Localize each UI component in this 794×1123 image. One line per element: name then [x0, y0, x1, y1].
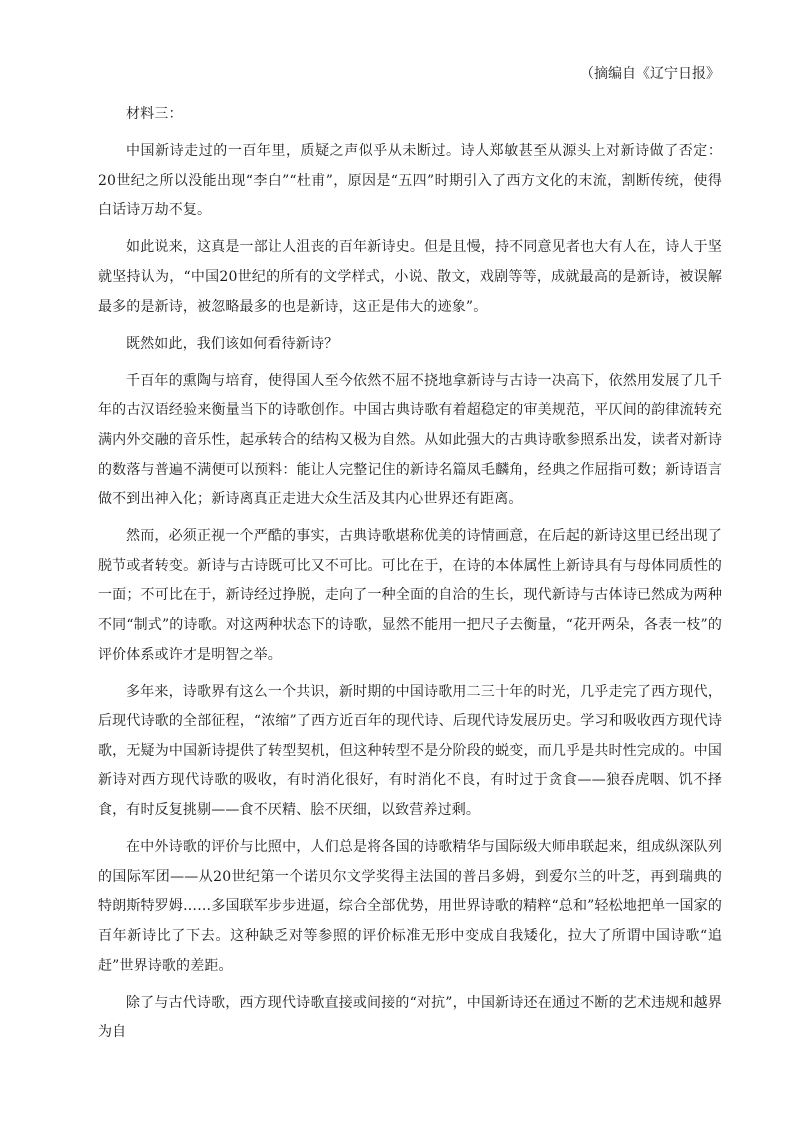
- source-citation: （摘编自《辽宁日报》: [580, 66, 720, 82]
- paragraph: 在中外诗歌的评价与比照中，人们总是将各国的诗歌精华与国际级大师串联起来，组成纵深队列的国际军团——从20世纪第一个诺贝尔文学奖得主法国的普吕多姆，到爱尔兰的叶芝，再到瑞典的特朗斯特罗姆……多国联军步步进逼，综合全部优势，用世界诗歌的精粹“总和”轻松地把单一国家的百年新诗比了下去。这种缺乏对等参照的评价标准无形中变成自我矮化，拉大了所谓中国诗歌“追赶”世界诗歌的差距。: [98, 839, 722, 974]
- paragraph: 中国新诗走过的一百年里，质疑之声似乎从未断过。诗人郑敏甚至从源头上对新诗做了否定：20世纪之所以没能出现“李白”“杜甫”，原因是“五四”时期引入了西方文化的末流，割断传统，使得白话诗万劫不复。: [98, 143, 722, 219]
- paragraph: 然而，必须正视一个严酷的事实，古典诗歌堪称优美的诗情画意，在后起的新诗这里已经出现了脱节或者转变。新诗与古诗既可比又不可比。可比在于，在诗的本体属性上新诗具有与母体同质性的一面；不可比在于，新诗经过挣脱，走向了一种全面的自洽的生长，现代新诗与古体诗已然成为两种不同“制式”的诗歌。对这两种状态下的诗歌，显然不能用一把尺子去衡量，“花开两朵，各表一枝”的评价体系或许才是明智之举。: [98, 528, 722, 663]
- paragraph: 既然如此，我们该如何看待新诗？: [126, 335, 339, 352]
- paragraph: 如此说来，这真是一部让人沮丧的百年新诗史。但是且慢，持不同意见者也大有人在，诗人于坚就坚持认为，“中国20世纪的所有的文学样式，小说、散文，戏剧等等，成就最高的是新诗，被误解最多的是新诗，被忽略最多的也是新诗，这正是伟大的迹象”。: [98, 239, 722, 315]
- section-heading: 材料三：: [126, 106, 183, 122]
- paragraph: 千百年的熏陶与培育，使得国人至今依然不屈不挠地拿新诗与古诗一决高下，依然用发展了几千年的古汉语经验来衡量当下的诗歌创作。中国古典诗歌有着超稳定的审美规范，平仄间的韵律流转充满内外交融的音乐性，起承转合的结构又极为自然。从如此强大的古典诗歌参照系出发，读者对新诗的数落与普遍不满便可以预料：能让人完整记住的新诗名篇凤毛麟角，经典之作屈指可数；新诗语言做不到出神入化；新诗离真正走进大众生活及其内心世界还有距离。: [98, 372, 722, 508]
- paragraph: 除了与古代诗歌，西方现代诗歌直接或间接的“对抗”，中国新诗还在通过不断的艺术违规和越界为自: [98, 994, 722, 1041]
- article-body: [98, 100, 722, 1055]
- paragraph: 多年来，诗歌界有这么一个共识，新时期的中国诗歌用二三十年的时光，几乎走完了西方现代，后现代诗歌的全部征程，“浓缩”了西方近百年的现代诗、后现代诗发展历史。学习和吸收西方现代诗歌，无疑为中国新诗提供了转型契机，但这种转型不是分阶段的蜕变，而几乎是共时性完成的。中国新诗对西方现代诗歌的吸收，有时消化很好，有时消化不良，有时过于贪食——狼吞虎咽、饥不择食，有时反复挑剔——食不厌精、脍不厌细，以致营养过剩。: [98, 683, 722, 819]
